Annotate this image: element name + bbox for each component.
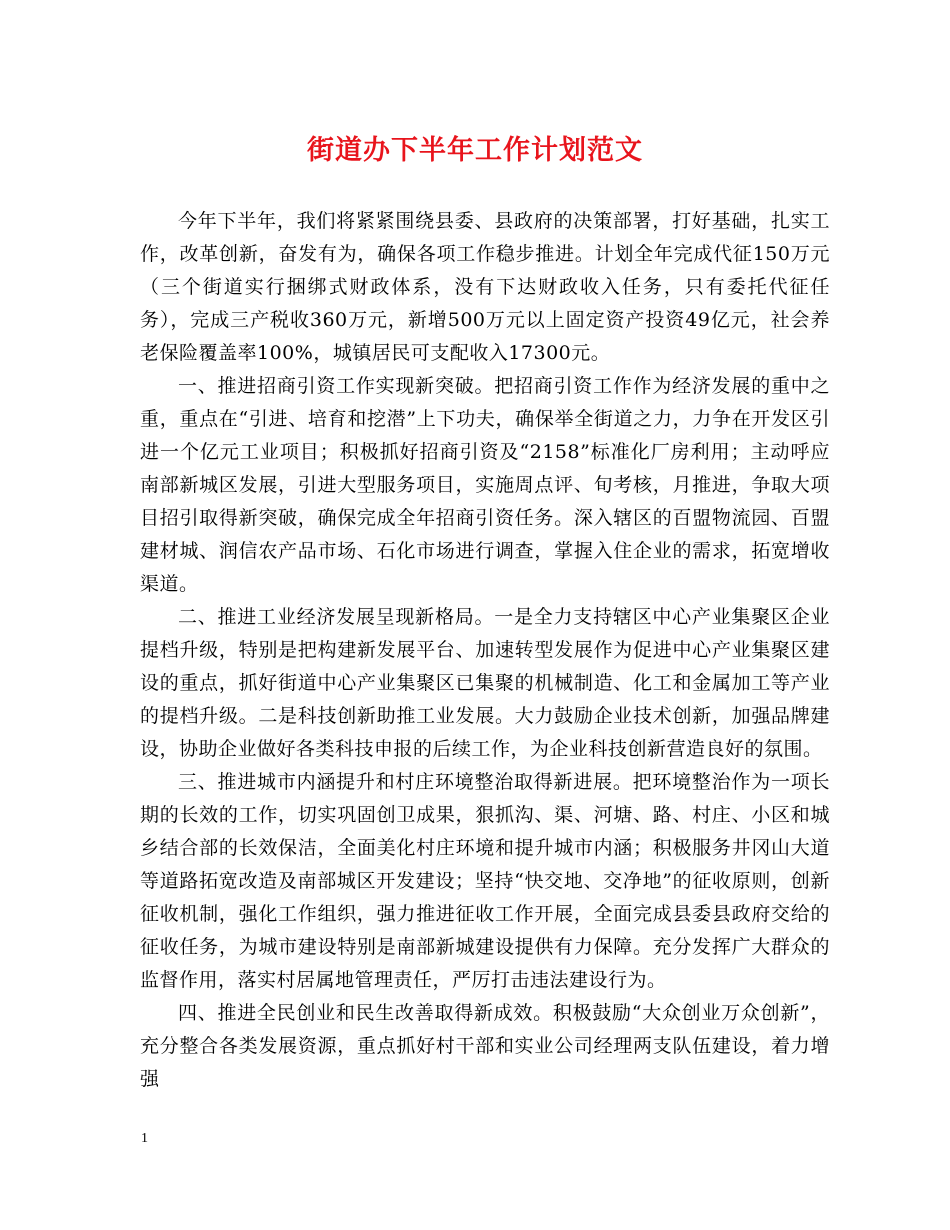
document-body xyxy=(140,205,830,1096)
document-title: 街道办下半年工作计划范文 xyxy=(307,135,643,166)
paragraph-section-4: 四、推进全民创业和民生改善取得新成效。积极鼓励“大众创业万众创新”，充分整合各类发展资源，重点抓好村干部和实业公司经理两支队伍建设，着力增强 xyxy=(140,1002,830,1090)
paragraph-section-1: 一、推进招商引资工作实现新突破。把招商引资工作作为经济发展的重中之重，重点在“引进、培育和挖潜”上下功夫，确保举全街道之力，力争在开发区引进一个亿元工业项目；积极抓好招商引资及“2158”标准化厂房利用；主动呼应南部新城区发展，引进大型服务项目，实施周点评、旬考核，月推进，争取大项目招引取得新突破，确保完成全年招商引资任务。深入辖区的百盟物流园、百盟建材城、润信农产品市场、石化市场进行调查，掌握入住企业的需求，拓宽增收渠道。 xyxy=(140,375,830,595)
paragraph-intro: 今年下半年，我们将紧紧围绕县委、县政府的决策部署，打好基础，扎实工作，改革创新，奋发有为，确保各项工作稳步推进。计划全年完成代征150万元（三个街道实行捆绑式财政体系，没有下达财政收入任务，只有委托代征任务），完成三产税收360万元，新增500万元以上固定资产投资49亿元，社会养老保险覆盖率100%，城镇居民可支配收入17300元。 xyxy=(140,210,830,364)
page-number: 1 xyxy=(141,1131,148,1146)
paragraph-section-3: 三、推进城市内涵提升和村庄环境整治取得新进展。把环境整治作为一项长期的长效的工作，切实巩固创卫成果，狠抓沟、渠、河塘、路、村庄、小区和城乡结合部的长效保洁，全面美化村庄环境和提升城市内涵；积极服务井冈山大道等道路拓宽改造及南部城区开发建设；坚持“快交地、交净地”的征收原则，创新征收机制，强化工作组织，强力推进征收工作开展，全面完成县委县政府交给的征收任务，为城市建设特别是南部新城建设提供有力保障。充分发挥广大群众的监督作用，落实村居属地管理责任，严厉打击违法建设行为。 xyxy=(140,771,830,991)
paragraph-section-2: 二、推进工业经济发展呈现新格局。一是全力支持辖区中心产业集聚区企业提档升级，特别是把构建新发展平台、加速转型发展作为促进中心产业集聚区建设的重点，抓好街道中心产业集聚区已集聚的机械制造、化工和金属加工等产业的提档升级。二是科技创新助推工业发展。大力鼓励企业技术创新，加强品牌建设，协助企业做好各类科技申报的后续工作，为企业科技创新营造良好的氛围。 xyxy=(140,606,830,760)
